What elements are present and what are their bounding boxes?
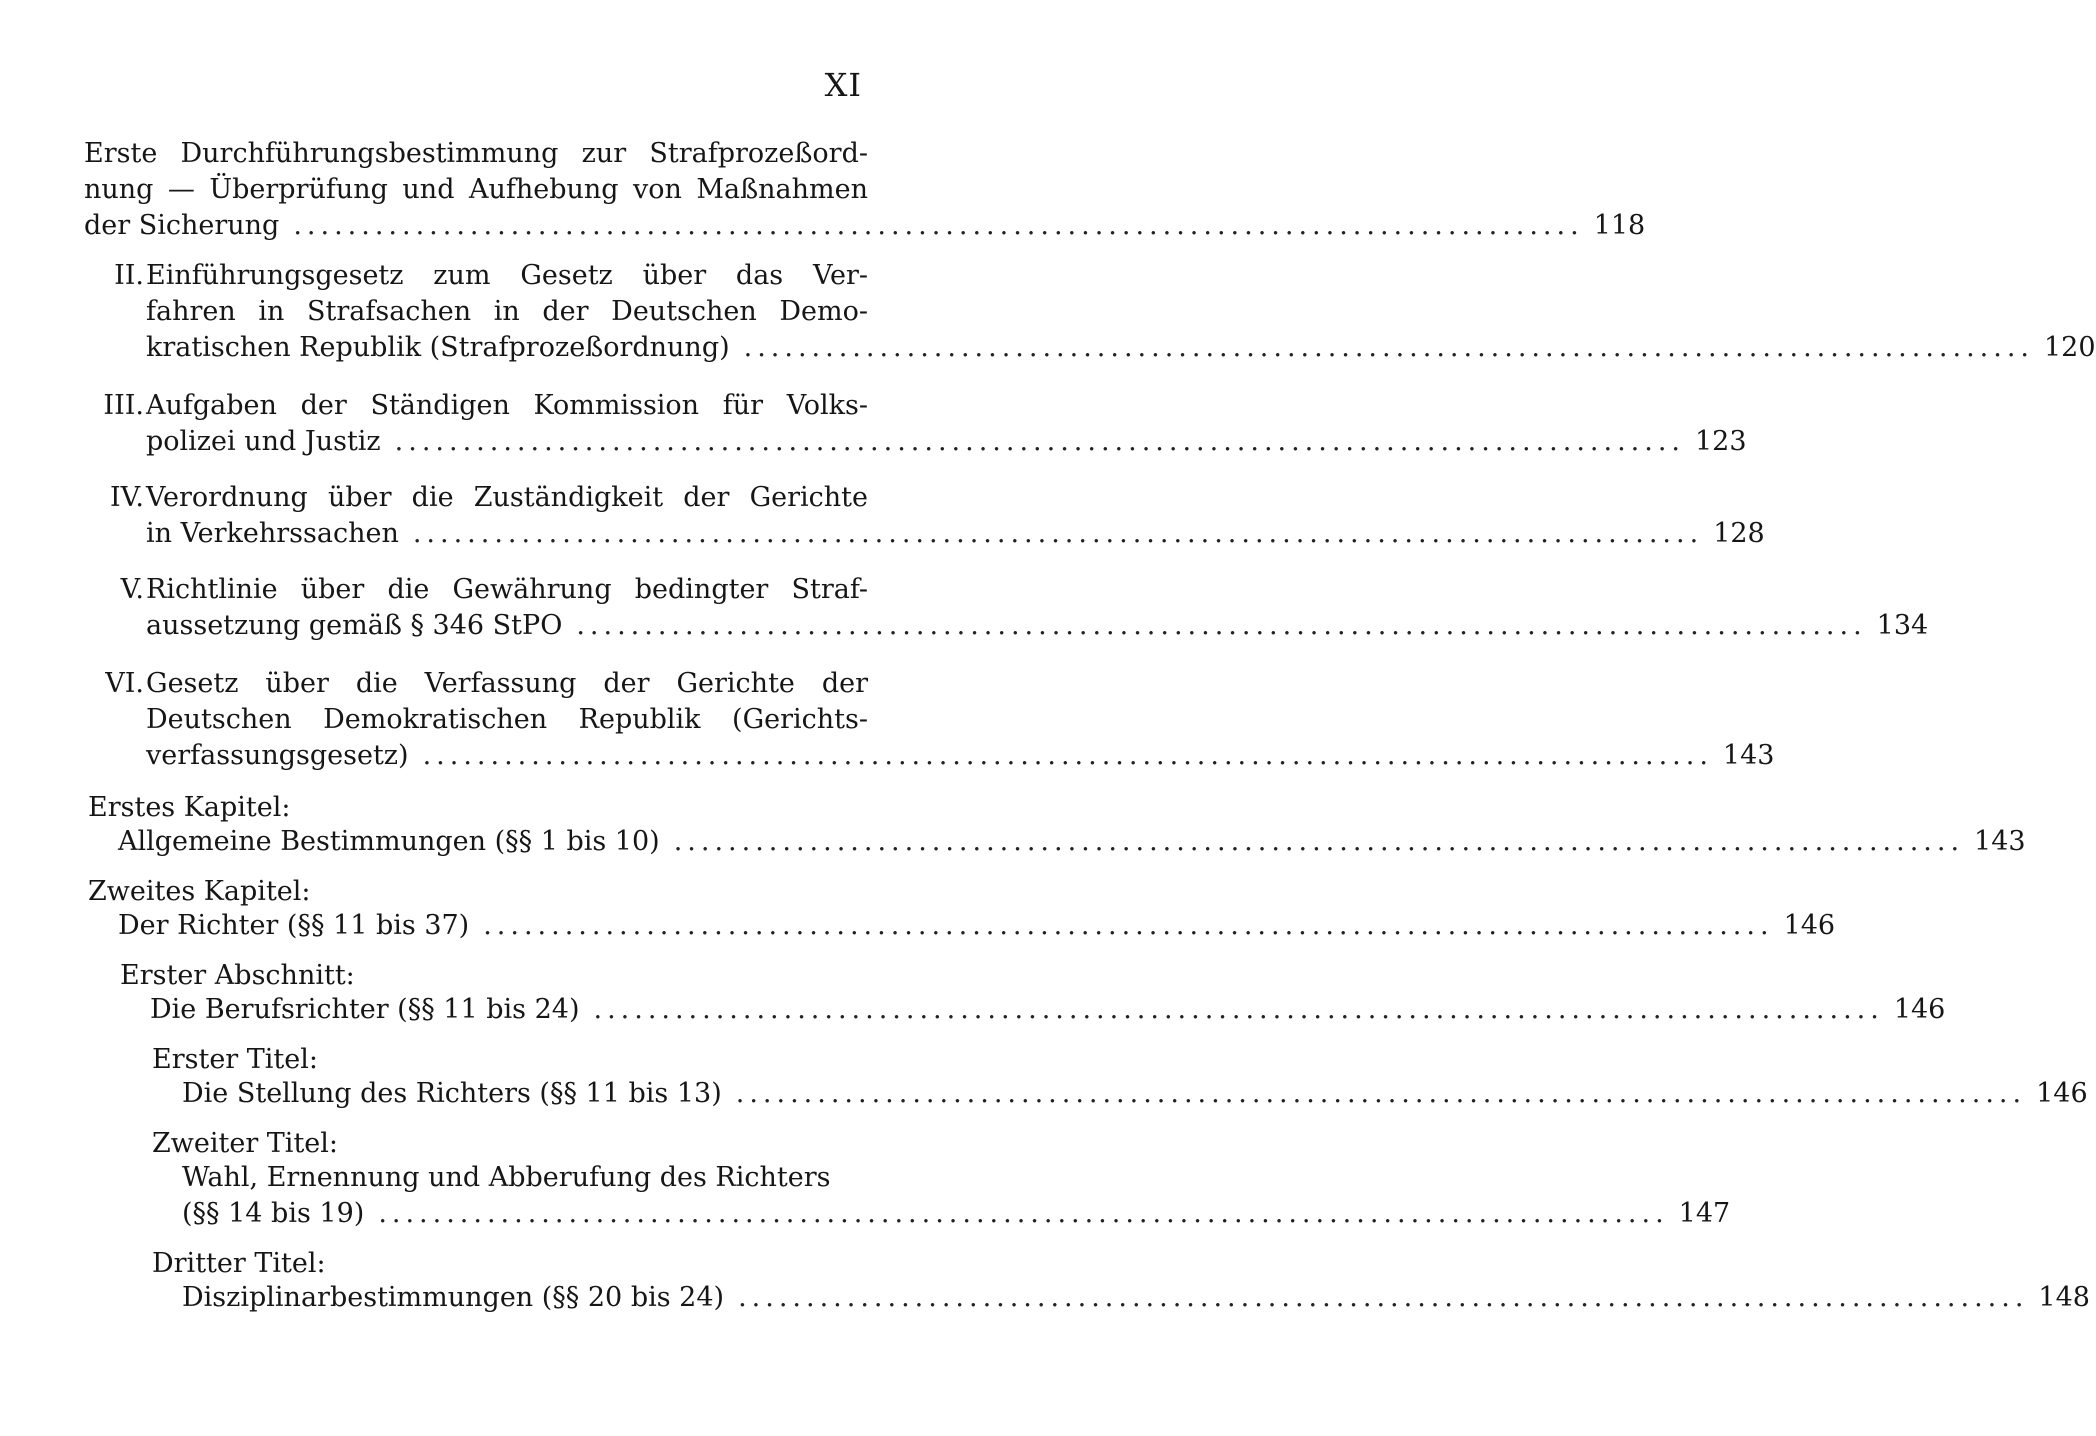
toc-entry-last-line	[146, 424, 1747, 460]
toc-entry-line: Verordnung über die Zuständigkeit der Gerichte	[146, 482, 868, 513]
toc-page-ref: 146	[2036, 1078, 2088, 1109]
toc-entry-text: Die Berufsrichter (§§ 11 bis 24)	[150, 994, 580, 1025]
toc-page-ref: 143	[1722, 740, 1775, 771]
leader-dots: ...............................................................................................	[673, 826, 1965, 857]
section-numeral: IV.	[109, 482, 144, 513]
toc-page-ref: 146	[1783, 910, 1836, 941]
toc-entry-text: aussetzung gemäß § 346 StPO	[146, 610, 563, 641]
leader-dots: ...............................................................................................	[412, 518, 1704, 549]
leader-dots: ...............................................................................................	[293, 210, 1584, 241]
leader-dots: ...............................................................................................	[394, 426, 1685, 457]
toc-entry-text: der Sicherung	[84, 210, 280, 241]
toc-entry-text: polizei und Justiz	[146, 426, 381, 457]
toc-entry-line: Gesetz über die Verfassung der Gerichte der	[146, 668, 868, 699]
toc-entry-last-line	[146, 608, 1929, 644]
leader-dots: ...............................................................................................	[735, 1078, 2027, 1109]
leader-dots: ...............................................................................................	[483, 910, 1774, 941]
toc-entry-last-line	[146, 330, 2096, 366]
chapter-heading: Zweites Kapitel:	[88, 876, 311, 907]
leader-dots: ...............................................................................................	[378, 1198, 1669, 1229]
page-number: XI	[824, 66, 862, 104]
toc-page-ref: 147	[1678, 1198, 1731, 1229]
toc-entry-last-line	[84, 208, 1646, 244]
leader-dots: ...............................................................................................	[743, 332, 2034, 363]
toc-page-ref: 146	[1893, 994, 1946, 1025]
toc-page-ref: 128	[1713, 518, 1765, 549]
section-numeral: VI.	[105, 668, 144, 699]
toc-entry-line: Wahl, Ernennung und Abberufung des Richters	[182, 1162, 831, 1193]
toc-entry-last-line	[146, 738, 1775, 774]
toc-entry-last-line	[182, 1196, 1731, 1232]
section-heading: Erster Abschnitt:	[120, 960, 355, 991]
toc-entry-last-line	[118, 824, 2026, 860]
toc-entry-text: kratischen Republik (Strafprozeßordnung)	[146, 332, 730, 363]
toc-entry-last-line	[150, 992, 1946, 1028]
toc-page-ref: 118	[1593, 210, 1646, 241]
toc-entry-text: Die Stellung des Richters (§§ 11 bis 13)	[182, 1078, 722, 1109]
toc-entry-line: fahren in Strafsachen in der Deutschen Demo-	[146, 296, 868, 327]
toc-entry-line: Richtlinie über die Gewährung bedingter Straf-	[146, 574, 868, 605]
section-numeral: III.	[103, 390, 144, 421]
section-numeral: V.	[120, 574, 144, 605]
toc-page-ref: 134	[1876, 610, 1929, 641]
toc-entry-text: verfassungsgesetz)	[146, 740, 409, 771]
leader-dots: ...............................................................................................	[738, 1282, 2029, 1313]
toc-entry-line: Aufgaben der Ständigen Kommission für Volks-	[146, 390, 868, 421]
toc-page-ref: 148	[2038, 1282, 2090, 1313]
chapter-heading: Erstes Kapitel:	[88, 792, 291, 823]
toc-entry-last-line	[182, 1280, 2090, 1316]
toc-entry-text: Allgemeine Bestimmungen (§§ 1 bis 10)	[118, 826, 660, 857]
leader-dots: ...............................................................................................	[422, 740, 1713, 771]
toc-entry-last-line	[146, 516, 1765, 552]
toc-entry-last-line	[182, 1076, 2088, 1112]
toc-entry-text: (§§ 14 bis 19)	[182, 1198, 365, 1229]
leader-dots: ...............................................................................................	[576, 610, 1867, 641]
toc-page-ref: 120	[2043, 332, 2096, 363]
section-numeral: II.	[114, 260, 144, 291]
toc-entry-text: Der Richter (§§ 11 bis 37)	[118, 910, 470, 941]
title-heading: Dritter Titel:	[152, 1248, 326, 1279]
title-heading: Zweiter Titel:	[152, 1128, 339, 1159]
toc-page-ref: 123	[1695, 426, 1747, 457]
toc-entry-line: Erste Durchführungsbestimmung zur Strafprozeßord-	[84, 138, 868, 169]
toc-entry-last-line	[118, 908, 1836, 944]
toc-entry-text: in Verkehrssachen	[146, 518, 399, 549]
toc-entry-text: Disziplinarbestimmungen (§§ 20 bis 24)	[182, 1282, 725, 1313]
toc-entry-line: Einführungsgesetz zum Gesetz über das Ver-	[146, 260, 868, 291]
leader-dots: ...............................................................................................	[593, 994, 1884, 1025]
toc-entry-line: nung — Überprüfung und Aufhebung von Maßnahmen	[84, 174, 868, 205]
toc-entry-line: Deutschen Demokratischen Republik (Gerichts-	[146, 704, 868, 735]
title-heading: Erster Titel:	[152, 1044, 318, 1075]
toc-page-ref: 143	[1974, 826, 2026, 857]
